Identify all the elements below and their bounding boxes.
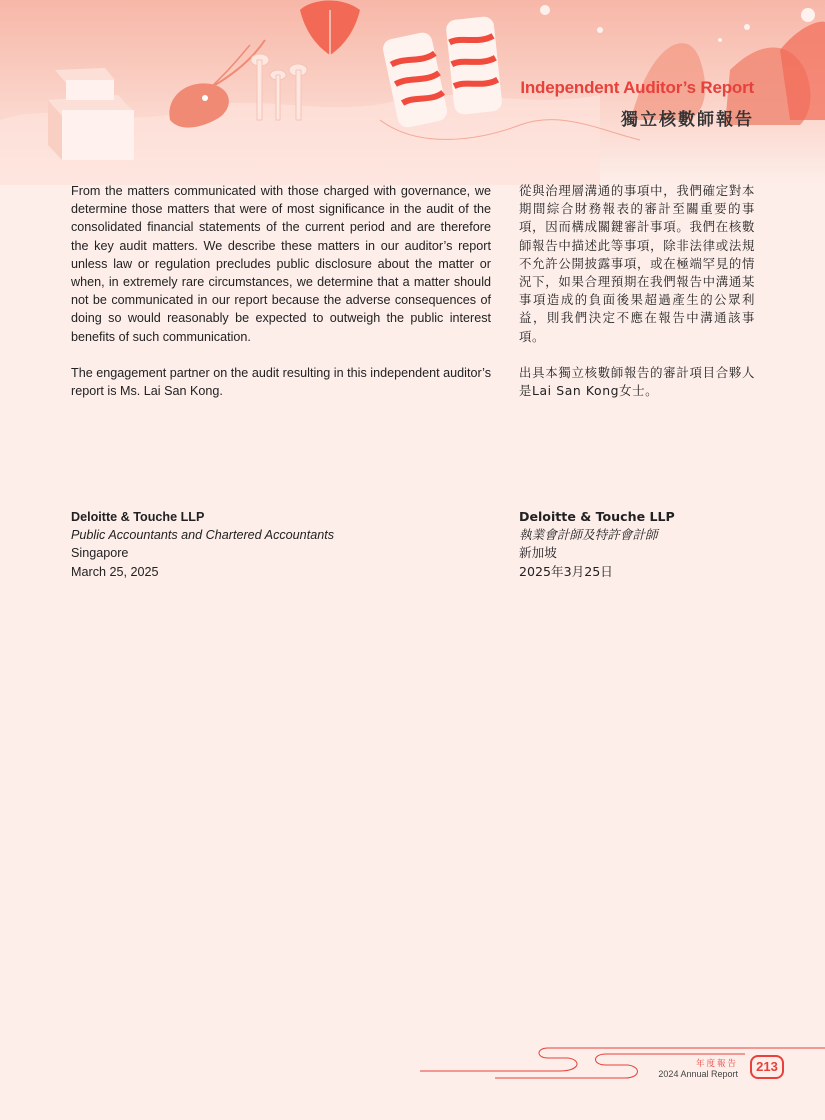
page-number-badge: 213 bbox=[750, 1055, 784, 1079]
footer-label-en: 2024 Annual Report bbox=[658, 1069, 738, 1079]
firm-name-zh: Deloitte & Touche LLP bbox=[519, 509, 675, 524]
firm-role-zh: 執業會計師及特許會計師 bbox=[519, 527, 658, 543]
signature-city-en: Singapore bbox=[71, 546, 129, 561]
signature-date-zh: 2025年3月25日 bbox=[519, 563, 613, 579]
firm-name-en: Deloitte & Touche LLP bbox=[71, 510, 205, 524]
paragraph-engagement-partner-en: The engagement partner on the audit resulting in this independent auditor’s report is Ms. Lai San Kong. bbox=[71, 365, 491, 399]
firm-role-en: Public Accountants and Chartered Accountants bbox=[71, 528, 334, 543]
report-title-en: Independent Auditor’s Report bbox=[520, 78, 754, 97]
signature-block-zh bbox=[519, 508, 675, 581]
signature-city-zh: 新加坡 bbox=[519, 545, 557, 561]
paragraph-key-audit-matters-zh: 從與治理層溝通的事項中，我們確定對本期間綜合財務報表的審計至關重要的事項，因而構成關鍵審計事項。我們在核數師報告中描述此等事項，除非法律或法規不允許公開披露事項，或在極端罕見的情況下，如果合理預期在我們報告中溝通某事項造成的負面後果超過產生的公眾利益，則我們決定不應在報告中溝通該事項。 bbox=[519, 183, 755, 344]
chinese-body bbox=[519, 182, 755, 418]
paragraph-key-audit-matters-en: From the matters communicated with those charged with governance, we determine those matters that were of most significance in the audit of the consolidated financial statements of the current period and are therefore the key audit matters. We describe these matters in our auditor’s report unless law or regulation precludes public disclosure about the matter or when, in extremely rare circumstances, we determine that a matter should not be communicated in our report because the adverse consequences of doing so would reasonably be expected to outweigh the public interest benefits of such communication. bbox=[71, 184, 491, 344]
signature-date-en: March 25, 2025 bbox=[71, 564, 159, 579]
signature-block-en bbox=[71, 508, 334, 581]
english-body bbox=[71, 182, 491, 418]
paragraph-engagement-partner-zh: 出具本獨立核數師報告的審計項目合夥人是Lai San Kong女士。 bbox=[519, 364, 755, 399]
footer-label-zh: 年度報告 bbox=[695, 1059, 738, 1069]
footer-wave-decoration bbox=[0, 1040, 825, 1120]
report-title-zh: 獨立核數師報告 bbox=[621, 110, 754, 130]
